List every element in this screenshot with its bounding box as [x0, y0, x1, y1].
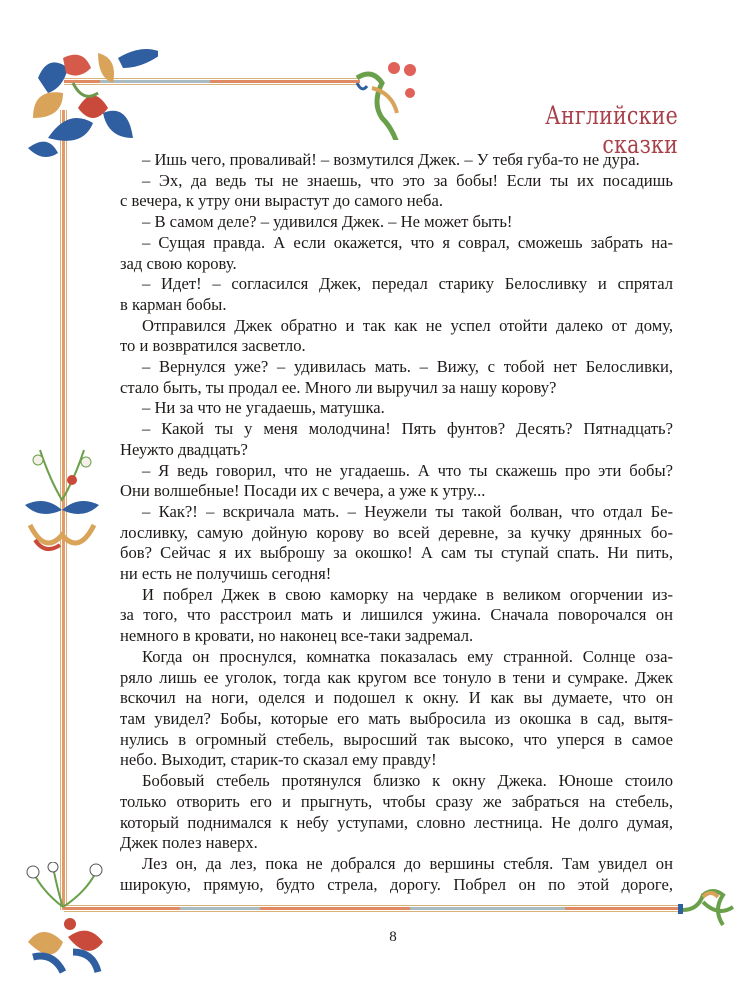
text-line: зад свою корову.	[120, 253, 237, 273]
text-line: вскочил на ноги, оделся и подошел к окну. И как вы думаете, что он	[120, 688, 673, 708]
text-line: – Ни за что не угадаешь, матушка.	[142, 398, 385, 418]
text-line: Бобовый стебель протянулся близко к окну Джека. Юноше стоило	[142, 771, 673, 791]
text-line: – Как?! – вскричала мать. – Неужели ты такой болван, что отдал Бе-	[142, 501, 673, 521]
text-line: – Сущая правда. А если окажется, что я соврал, сможешь забрать на-	[142, 232, 673, 252]
text-line: небо. Выходит, старик-то сказал ему правду!	[120, 750, 437, 770]
text-line: за того, что расстроил мать и лишился ужина. Сначала поворочался он	[120, 605, 673, 625]
text-line: – Вернулся уже? – удивилась мать. – Вижу, с тобой нет Белосливки,	[142, 357, 673, 377]
text-line: бов? Сейчас я их выброшу за окошко! А сам ты ступай спать. Ни пить,	[120, 543, 673, 563]
text-line: ни есть не получишь сегодня!	[120, 564, 332, 584]
text-line: Джек полез наверх.	[120, 833, 258, 853]
text-line: там увидел? Бобы, которые его мать выбросила из окошка в сад, вытя-	[120, 708, 673, 728]
text-line: с вечера, к утру они вырастут до самого неба.	[120, 191, 443, 211]
ornament-bottom-right-icon	[678, 882, 738, 934]
running-header-title: Английские сказки	[545, 100, 678, 159]
text-line: – Я ведь говорил, что не угадаешь. А что ты скажешь про эти бобы?	[142, 460, 673, 480]
border-bottom	[64, 905, 680, 912]
text-line: И побрел Джек в свою каморку на чердаке в великом огорчении из-	[142, 584, 673, 604]
text-line: стало быть, ты продал ее. Много ли выручил за нашу корову?	[120, 377, 557, 397]
text-line: – Эх, да ведь ты не знаешь, что это за бобы! Если ты их посадишь	[142, 170, 673, 190]
page-number: 8	[389, 929, 397, 945]
text-line: нулись в огромный стебель, выросший так высоко, что уперся в самое	[120, 729, 673, 749]
text-line: – Ишь чего, проваливай! – возмутился Джек. – У тебя губа-то не дура.	[142, 150, 640, 169]
text-line: который поднимался к небу уступами, словно лестница. Не долго думая,	[120, 812, 673, 832]
text-line: лосливку, самую дойную корову во всей деревне, за кучку дрянных бо-	[120, 522, 673, 542]
text-line: Лез он, да лез, пока не добрался до вершины стебля. Там увидел он	[142, 853, 673, 873]
text-line: – Какой ты у меня молодчина! Пять фунтов? Десять? Пятнадцать?	[142, 419, 673, 439]
ornament-top-left-icon	[18, 38, 158, 168]
text-line: ряло лишь ее уголок, тогда как кругом все тонуло в тени и сумраке. Джек	[120, 667, 673, 687]
border-bottom-blue-segment	[180, 907, 260, 910]
text-line: то и возвратился засветло.	[120, 336, 306, 356]
text-line: Неужто двадцать?	[120, 439, 248, 459]
ornament-top-right-icon	[352, 58, 432, 140]
text-line: – В самом деле? – удивился Джек. – Не может быть!	[142, 212, 513, 232]
text-line: Они волшебные! Посади их с вечера, а уже к утру...	[120, 481, 486, 501]
text-line: Когда он проснулся, комнатка показалась ему странной. Солнце оза-	[142, 646, 673, 666]
story-text	[120, 150, 673, 895]
ornament-mid-left-icon	[20, 440, 104, 565]
text-line: только отворить его и прыгнуть, чтобы сразу же забраться на стебель,	[120, 791, 673, 811]
ornament-bottom-left-icon	[18, 862, 113, 977]
text-line: немного в кровати, но наконец все-таки задремал.	[120, 626, 474, 646]
text-line: – Идет! – согласился Джек, передал старику Белосливку и спрятал	[142, 274, 673, 294]
text-line: в карман бобы.	[120, 294, 227, 314]
text-line: широкую, прямую, будто стрела, дорогу. Побрел он по этой дороге,	[120, 874, 673, 894]
border-bottom-blue-segment	[410, 907, 565, 910]
text-line: Отправился Джек обратно и так как не успел отойти далеко от дому,	[142, 315, 673, 335]
